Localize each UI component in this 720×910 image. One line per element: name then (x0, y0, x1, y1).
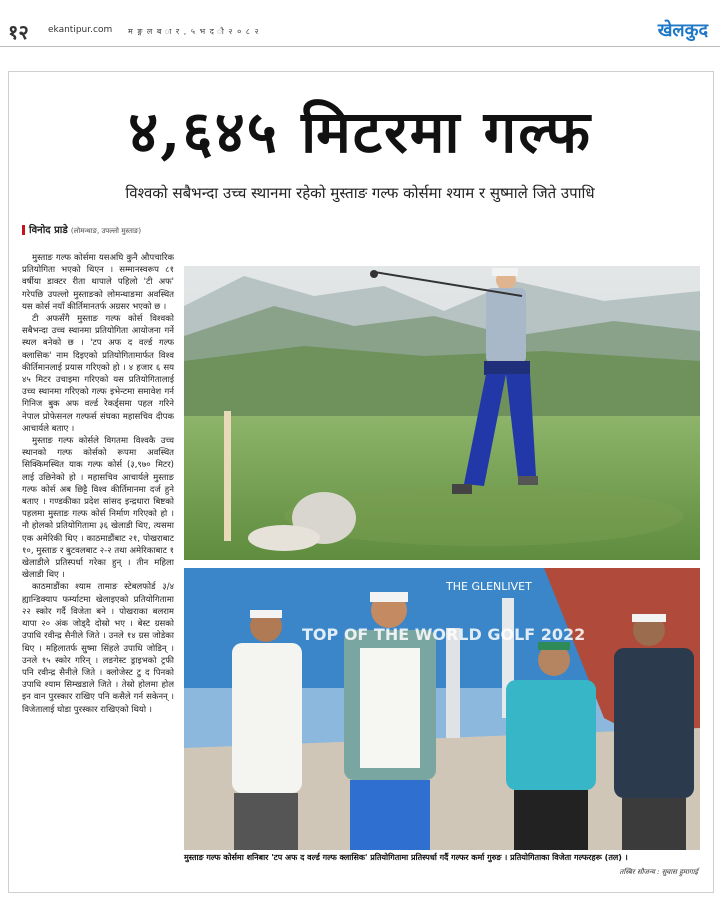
page-number: १२ (8, 20, 29, 44)
photo-caption: मुस्ताङ गल्फ कोर्समा शनिबार 'टप अफ द वर्ल्ड गल्फ क्लासिक' प्रतियोगितामा प्रतिस्पर्धा गर्दै गल्फर कर्मा गुरुङ । प्रतियोगिताका विजेता गल्फरहरू (तल) । (184, 853, 628, 862)
body-paragraph: काठमाडौंका श्याम तामाङ स्टेबलफोर्ड ३/४ ह्यान्डिक्याप फर्म्याटमा खेलाइएको प्रतियोगितामा २२ स्कोर गर्दै विजेता बने । पोखराका बलराम थापा २० अंक जोड्दै दोस्रो भए । बेस्ट ग्रसको उपाधि रवीन्द्र सैनीले जिते । उनले १४ ग्रस जोडेका थिए । महिलातर्फ सुष्मा सिंहले उपाधि जोडिन् । उनले १५ स्कोर गरिन् । लङगेस्ट ड्राइभको ट्रफी पनि रवीन्द्र सैनीले जिते । क्लोजेस्ट टु द पिनको उपाधि श्याम सिम्खडाले जिते । तेस्रो होलमा होल इन वान पुरस्कार राखिए पनि कसैले गर्न सकेनन् । विजेतालाई घोडा पुरस्कार राखिएको थियो । (22, 582, 174, 715)
page-header (0, 0, 720, 46)
byline-name: विनोद प्राडे (29, 225, 68, 236)
body-paragraph: मुस्ताङ गल्फ कोर्सले विगतमा विश्वकै उच्च स्थानको गल्फ कोर्सको रूपमा अवस्थित सिक्किमस्थित याक गल्फ कोर्स (३,९७० मिटर) लाई उछिनेको हो । महासचिव आचार्यले मुस्ताङ गल्फ कोर्स अब छिट्टै विश्व कीर्तिमानमा दर्ज हुने बताए । गण्डकीका प्रदेश सांसद इन्द्रधारा बिष्टको पहलमा मुस्ताङ गल्फ कोर्स निर्माण गरिएको हो । नौ होलको प्रतियोगितामा ३६ खेलाडी थिए, त्यसमा एक अमेरिकी थिए । काठमाडौंबाट २१, पोखराबाट १०, मुस्ताङ र बुटवलबाट २-२ तथा अमेरिकाबाट १ खेलाडीले प्रतिस्पर्धा गरेका हुन् । तीन महिला खेलाडी थिए । (22, 436, 174, 581)
golfer-swing-illustration (184, 266, 700, 560)
byline (22, 222, 141, 236)
article-headline: ४,६४५ मिटरमा गल्फ (128, 98, 592, 166)
body-paragraph: टी अफसँगै मुस्ताङ गल्फ कोर्स विश्वको सबैभन्दा उच्च स्थानमा प्रतियोगिता आयोजना गर्ने स्थल बनेको छ । 'टप अफ द वर्ल्ड गल्फ क्लासिक' नाम दिइएको प्रतियोगितामार्फत विश्व कीर्तिमानलाई प्रयास गरिएको हो । ४ हजार ६ सय ४५ मिटर उचाइमा गरिएको यस प्रतियोगितालाई उच्च स्थानमा गरिएको गल्फ इभेन्टमा समावेश गर्न गिनिज बुक अफ वर्ल्ड रेकर्ड्समा पहल गरिने नेपाल प्रोफेसनल गल्फर्स संघका महासचिव दीपक आचार्यले बताए । (22, 314, 174, 434)
byline-location: (लोमन्थाङ, उपल्लो मुस्ताङ) (70, 227, 142, 235)
photo-credit: तस्बिर सौजन्य : सुवास हुमागाई (619, 868, 698, 876)
article-subheadline: विश्वको सबैभन्दा उच्च स्थानमा रहेको मुस्ताङ गल्फ कोर्समा श्याम र सुष्माले जिते उपाधि (125, 184, 595, 202)
publication-date: म ङ्ग ल ब ा र , ५ भ द ौ २ ० ८ २ (128, 27, 260, 36)
header-divider (0, 46, 720, 47)
banner-brand: THE GLENLIVET (446, 580, 532, 593)
winners-illustration (184, 568, 700, 850)
winners-photo (184, 568, 700, 850)
golfer-swing-photo (184, 266, 700, 560)
section-title: खेलकुद (657, 20, 708, 41)
body-paragraph: मुस्ताङ गल्फ कोर्समा यसअघि कुनै औपचारिक प्रतियोगिता भएको थिएन । सम्मानस्वरूप ८१ वर्षीया डाक्टर रीता थापाले पहिलो 'टी अफ' गरेपछि उपल्लो मुस्ताङको लोमन्थाङमा अवस्थित यस कोर्स नयाँ कीर्तिमानतर्फ अग्रसर भएको छ । (22, 253, 174, 312)
site-name[interactable]: ekantipur.com (48, 25, 113, 35)
banner-text: TOP OF THE WORLD GOLF 2022 (302, 625, 586, 644)
byline-marker (22, 225, 25, 235)
article-body (22, 252, 174, 892)
